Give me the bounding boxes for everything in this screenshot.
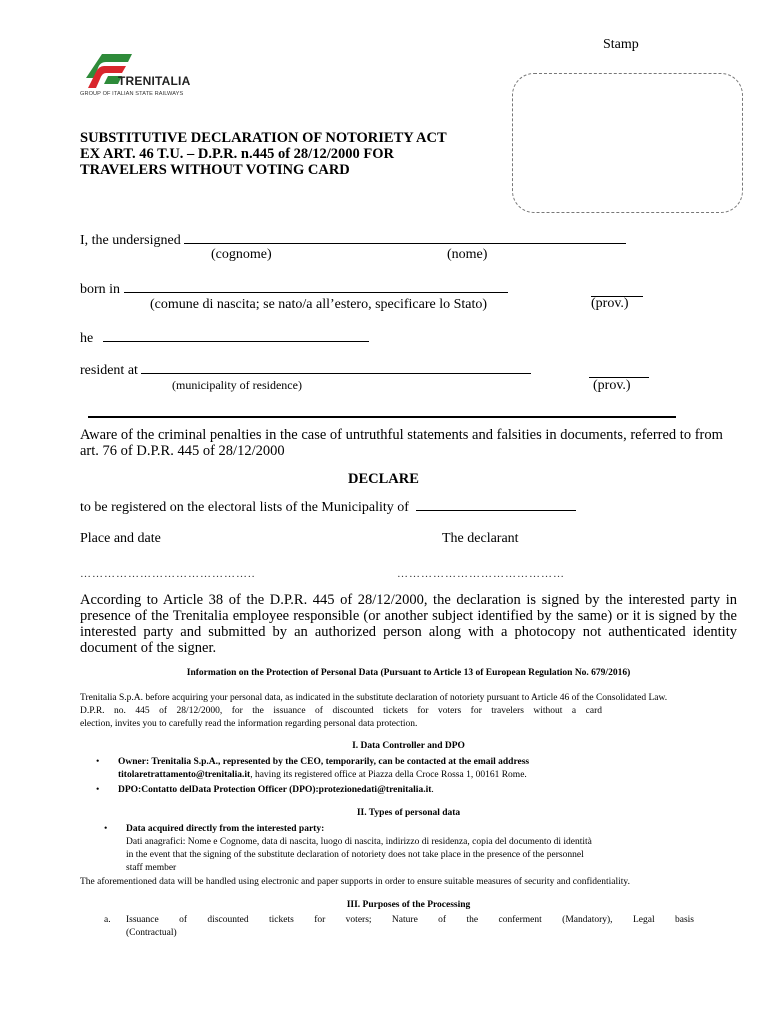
section-3-title: III. Purposes of the Processing [346,900,471,910]
resident-field[interactable] [141,361,531,374]
stamp-box [512,73,743,213]
bullet-icon: • [104,824,108,834]
he-field[interactable] [103,329,369,342]
event-line-1: in the event that the signing of the substitute declaration of notoriety does not take place in the presence of the personnel [126,850,584,860]
prov2-field[interactable] [589,365,649,378]
stamp-label: Stamp [603,37,639,52]
privacy-intro-3: election, invites you to carefully read the information regarding personal data protection. [80,719,418,729]
section-1-title: I. Data Controller and DPO [352,741,465,751]
born-row [80,280,508,298]
owner-text: Owner: Trenitalia S.p.A., represented by the CEO, temporarily, can be contacted at the email address [118,757,530,767]
prov2-hint: (prov.) [593,378,631,393]
born-hint: (comune di nascita; se nato/a all’estero, specificare lo Stato) [150,297,488,312]
trenitalia-logo [80,52,240,102]
owner-contact [118,769,527,782]
owner-email: titolaretrattamento@trenitalia.it [118,770,251,780]
title-line-2: EX ART. 46 T.U. – D.P.R. n.445 of 28/12/2000 FOR [80,146,394,162]
nome-hint: (nome) [447,247,488,262]
dpo-end: . [431,785,434,795]
place-date-label: Place and date [80,531,161,546]
declare-heading: DECLARE [348,471,419,487]
title-line-3: TRAVELERS WITHOUT VOTING CARD [80,162,350,178]
undersigned-label: I, the undersigned [80,233,181,248]
document-title [80,130,447,178]
bullet-icon: • [96,785,100,795]
cognome-hint: (cognome) [211,247,272,262]
declarant-label: The declarant [442,531,519,546]
item-a-line-2: (Contractual) [126,928,177,938]
privacy-heading: Information on the Protection of Personal Data (Pursuant to Article 13 of European Regulation No. 679/2016) [186,668,631,678]
logo-brand: TRENITALIA [118,74,191,88]
title-line-1: SUBSTITUTIVE DECLARATION OF NOTORIETY ACT [80,130,447,146]
resident-hint: (municipality of residence) [172,378,302,392]
born-label: born in [80,282,121,297]
registered-text: to be registered on the electoral lists of the Municipality of [80,500,409,515]
he-label: he [80,331,94,346]
registered-row [80,498,576,516]
anagrafici-text: Dati anagrafici: Nome e Cognome, data di nascita, luogo di nascita, indirizzo di residenza, copia del documento di identità [126,837,592,847]
item-a-marker: a. [104,915,111,925]
privacy-intro-1: Trenitalia S.p.A. before acquiring your personal data, as indicated in the substitute declaration of notoriety pursuant to Article 46 of the Consolidated Law. [80,693,668,703]
dpo-text [118,784,434,797]
signature-field[interactable]: …………………………………… [397,568,565,580]
resident-label: resident at [80,363,138,378]
resident-row [80,361,531,379]
acquired-heading: Data acquired directly from the interested party: [126,824,325,834]
born-field[interactable] [124,280,508,293]
event-line-2: staff member [126,863,177,873]
owner-address: , having its registered office at Piazza della Croce Rossa 1, 00161 Rome. [250,770,527,780]
he-row [80,329,369,347]
privacy-intro-2: D.P.R. no. 445 of 28/12/2000, for the issuance of discounted tickets for voters for travelers without a card [80,706,602,716]
item-a-line-1: Issuance of discounted tickets for voters; Nature of the conferment (Mandatory), Legal basis [126,915,694,925]
municipality-field[interactable] [416,498,576,511]
undersigned-field[interactable] [184,231,626,244]
undersigned-row [80,231,626,249]
handled-text: The aforementioned data will be handled using electronic and paper supports in order to ensure suitable measures of security and confidentiality. [80,877,630,887]
logo-subtitle: GROUP OF ITALIAN STATE RAILWAYS [80,91,184,97]
bullet-icon: • [96,757,100,767]
place-date-field[interactable]: …………………………………….. [80,568,256,580]
prov1-hint: (prov.) [591,296,629,311]
dpo-contact: DPO:Contatto delData Protection Officer (DPO):protezionedati@trenitalia.it [118,785,432,795]
section-2-title: II. Types of personal data [356,808,461,818]
separator-line [88,416,676,418]
article38-paragraph: According to Article 38 of the D.P.R. 445 of 28/12/2000, the declaration is signed by the interested party in presence of the Trenitalia employee responsible (or another subject identified by the same) or it is signed by the interested party and submitted by an authorized person along with a photocopy not authenticated identity document of the signer. [80,592,737,656]
aware-paragraph: Aware of the criminal penalties in the case of untruthful statements and falsities in documents, referred to from art. 76 of D.P.R. 445 of 28/12/2000 [80,427,723,459]
